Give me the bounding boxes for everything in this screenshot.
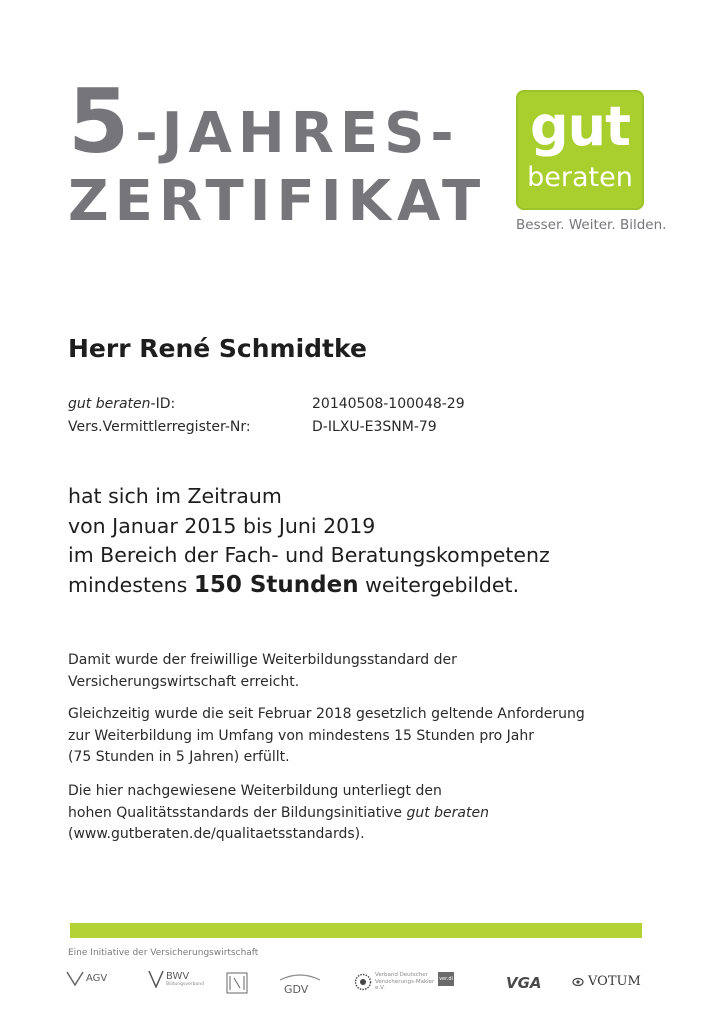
vga-logo [506, 974, 542, 992]
paragraph-legal-requirement [68, 704, 585, 769]
vga-label: VGA [506, 974, 542, 992]
vddvm-star-icon [354, 973, 372, 991]
bwv-label: BWV [166, 970, 190, 982]
partner-logos [66, 966, 656, 1006]
gdv-logo [278, 972, 322, 996]
verdi-logo [438, 972, 454, 986]
main-line-3: im Bereich der Fach- und Beratungskompetenz [68, 543, 550, 567]
id-label [68, 396, 175, 412]
main-line-4-pre: mindestens [68, 572, 194, 597]
gdv-label: GDV [284, 983, 309, 996]
title-word-zertifikat: ZERTIFIKAT [68, 169, 487, 234]
footer-green-bar [70, 923, 642, 938]
paragraph-quality [68, 781, 489, 846]
para3-brand: gut beraten [406, 804, 489, 821]
para3-line-2 [68, 803, 489, 825]
id-value: 20140508-100048-29 [312, 396, 465, 412]
agv-icon [66, 970, 84, 986]
title-word-jahres: JAHRES- [161, 101, 460, 166]
para1-line-2: Versicherungswirtschaft erreicht. [68, 673, 300, 690]
certificate-title [68, 70, 487, 234]
vddvm-label: Verband Deutscher Versicherungs-Makler e.V. [375, 972, 435, 992]
paragraph-standard [68, 650, 457, 693]
vddvm-logo [354, 972, 435, 992]
title-dash: - [135, 102, 158, 165]
initiative-label: Eine Initiative der Versicherungswirtschaft [68, 948, 259, 958]
para2-line-3: (75 Stunden in 5 Jahren) erfüllt. [68, 749, 290, 765]
para3-line-3: (www.gutberaten.de/qualitaetsstandards). [68, 826, 365, 842]
id-row-register [68, 419, 437, 435]
recipient-name: Herr René Schmidtke [68, 334, 367, 363]
logo-word-gut: gut [530, 95, 630, 158]
main-statement [68, 482, 550, 600]
para3-line-2-pre: hohen Qualitätsstandards der Bildungsinitiative [68, 804, 407, 821]
bvk-logo [226, 972, 248, 994]
para3-line-1: Die hier nachgewiesene Weiterbildung unterliegt den [68, 783, 442, 799]
para1-line-1: Damit wurde der freiwillige Weiterbildungsstandard der [68, 652, 457, 668]
bwv-sub: Bildungsverband [166, 981, 204, 987]
agv-logo [66, 970, 107, 986]
id-row-gut-beraten [68, 396, 465, 412]
bwv-logo [148, 970, 204, 988]
title-number: 5 [68, 70, 130, 173]
votum-label: VOTUM [588, 974, 641, 989]
bwv-icon [148, 970, 164, 988]
main-line-1: hat sich im Zeitraum [68, 484, 282, 508]
main-line-2: von Januar 2015 bis Juni 2019 [68, 513, 376, 538]
logo-word-beraten: beraten [527, 162, 633, 193]
para2-line-1: Gleichzeitig wurde die seit Februar 2018 gesetzlich geltende Anforderung [68, 706, 585, 722]
id-label-rest: -ID: [150, 396, 176, 412]
agv-label: AGV [86, 972, 108, 984]
id-label-italic: gut beraten [68, 396, 151, 412]
main-line-4 [68, 571, 550, 601]
verdi-label: ver.di [438, 972, 454, 986]
votum-eye-icon [572, 977, 584, 987]
votum-logo [572, 974, 641, 989]
register-value: D-ILXU-E3SNM-79 [312, 419, 437, 435]
para2-line-2: zur Weiterbildung im Umfang von mindestens 15 Stunden pro Jahr [68, 727, 535, 744]
main-line-4-post: weitergebildet. [358, 572, 520, 597]
register-label: Vers.Vermittlerregister-Nr: [68, 419, 251, 435]
logo-tagline: Besser. Weiter. Bilden. [516, 217, 667, 233]
gut-beraten-logo [516, 90, 644, 210]
bvk-emblem-icon [226, 972, 248, 994]
hours-highlight: 150 Stunden [193, 571, 359, 598]
